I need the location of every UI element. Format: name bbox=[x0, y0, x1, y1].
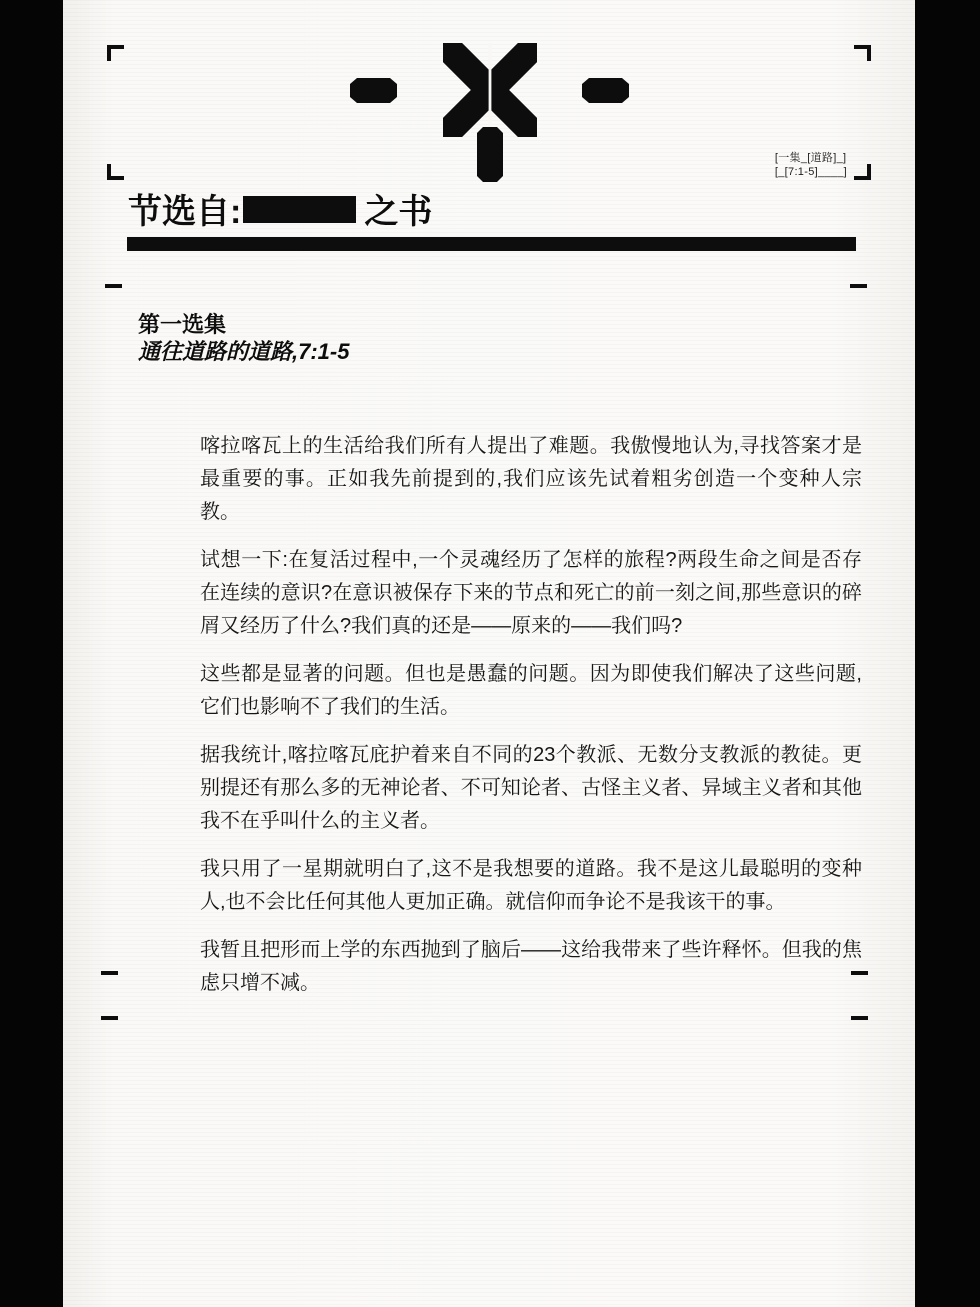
section-subheading: 通往道路的道路,7:1-5 bbox=[138, 339, 350, 364]
title-suffix: 之书 bbox=[364, 192, 433, 231]
title-divider-bar bbox=[127, 237, 856, 251]
corner-bracket-top-right bbox=[854, 45, 871, 61]
edge-dash-left-2 bbox=[101, 971, 118, 975]
reference-line-2: [_[7:1-5]____] bbox=[774, 166, 847, 178]
edge-dash-left-1 bbox=[105, 284, 122, 288]
section-heading: 第一选集 bbox=[138, 312, 227, 337]
reference-line-1: [一集_[道路]_] bbox=[774, 152, 847, 164]
edge-dash-right-1 bbox=[850, 284, 867, 288]
redaction-bar bbox=[243, 196, 356, 223]
paragraph: 我只用了一星期就明白了,这不是我想要的道路。我不是这儿最聪明的变种人,也不会比任何其他人更加正确。就信仰而争论不是我该干的事。 bbox=[200, 858, 862, 913]
section-heading-block bbox=[138, 311, 349, 365]
edge-dash-right-3 bbox=[851, 1016, 868, 1020]
x-emblem-icon bbox=[350, 43, 630, 183]
paragraph: 我暂且把形而上学的东西抛到了脑后——这给我带来了些许释怀。但我的焦虑只增不减。 bbox=[200, 939, 862, 994]
page-title bbox=[128, 188, 433, 231]
paragraph: 试想一下:在复活过程中,一个灵魂经历了怎样的旅程?两段生命之间是否存在连续的意识?在意识被保存下来的节点和死亡的前一刻之间,那些意识的碎屑又经历了什么?我们真的还是——原来的——我们吗? bbox=[200, 549, 862, 637]
corner-bracket-bottom-right bbox=[854, 164, 871, 180]
edge-dash-left-3 bbox=[101, 1016, 118, 1020]
document-page bbox=[63, 0, 915, 1307]
title-prefix: 节选自: bbox=[128, 192, 242, 231]
paragraph: 喀拉喀瓦上的生活给我们所有人提出了难题。我傲慢地认为,寻找答案才是最重要的事。正如我先前提到的,我们应该先试着粗劣创造一个变种人宗教。 bbox=[200, 435, 862, 523]
paragraph: 据我统计,喀拉喀瓦庇护着来自不同的23个教派、无数分支教派的教徒。更别提还有那么多的无神论者、不可知论者、古怪主义者、异域主义者和其他我不在乎叫什么的主义者。 bbox=[200, 744, 862, 832]
body-text bbox=[200, 430, 862, 1015]
reference-code bbox=[775, 151, 847, 179]
paragraph: 这些都是显著的问题。但也是愚蠢的问题。因为即使我们解决了这些问题,它们也影响不了我们的生活。 bbox=[200, 663, 862, 718]
corner-bracket-top-left bbox=[107, 45, 124, 61]
corner-bracket-bottom-left bbox=[107, 164, 124, 180]
